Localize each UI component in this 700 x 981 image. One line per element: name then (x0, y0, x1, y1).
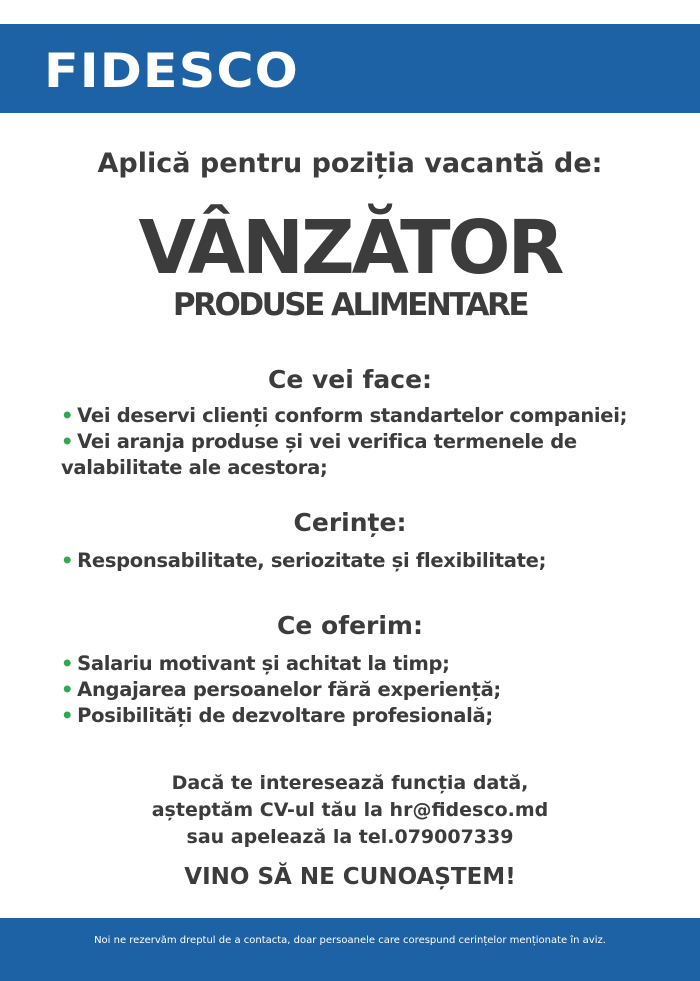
contact-phone-line[interactable]: sau apelează la tel.079007339 (186, 826, 514, 848)
duty-text: Vei aranja produse și vei verifica termenele de valabilitate ale acestora; (61, 430, 577, 479)
job-subtitle: PRODUSE ALIMENTARE (172, 287, 528, 323)
job-title: VÂNZĂTOR (138, 205, 562, 291)
offer-text: Posibilități de dezvoltare profesională; (77, 704, 493, 727)
list-item (61, 429, 676, 481)
bullet-icon: • (61, 404, 74, 427)
list-item (61, 403, 676, 429)
contact-line: Dacă te interesează funcția dată, (171, 772, 529, 794)
call-to-action: VINO SĂ NE CUNOAȘTEM! (184, 864, 516, 890)
intro-text: Aplică pentru poziția vacantă de: (97, 148, 603, 179)
fidesco-logo: FIDESCO (44, 44, 299, 99)
contact-email-line[interactable]: așteptăm CV-ul tău la hr@fidesco.md (151, 799, 549, 821)
bullet-icon: • (61, 652, 74, 675)
offer-list (61, 651, 676, 729)
bullet-icon: • (61, 704, 74, 727)
list-item (61, 677, 676, 703)
list-item (61, 548, 676, 574)
duties-heading: Ce vei face: (267, 365, 433, 394)
bullet-icon: • (61, 430, 74, 453)
contact-block (0, 770, 700, 851)
duties-list (61, 403, 676, 481)
list-item (61, 703, 676, 729)
footer-band (0, 918, 700, 981)
bullet-icon: • (61, 678, 74, 701)
list-item (61, 651, 676, 677)
offer-heading: Ce oferim: (277, 611, 423, 640)
requirement-text: Responsabilitate, seriozitate și flexibilitate; (77, 549, 547, 572)
bullet-icon: • (61, 549, 74, 572)
requirements-heading: Cerințe: (293, 508, 407, 537)
footer-disclaimer: Noi ne rezervăm dreptul de a contacta, doar persoanele care corespund cerințelor menționate în aviz. (94, 935, 606, 946)
offer-text: Angajarea persoanelor fără experiență; (77, 678, 501, 701)
offer-text: Salariu motivant și achitat la timp; (77, 652, 450, 675)
requirements-list (61, 548, 676, 574)
duty-text: Vei deservi clienți conform standartelor companiei; (77, 404, 628, 427)
